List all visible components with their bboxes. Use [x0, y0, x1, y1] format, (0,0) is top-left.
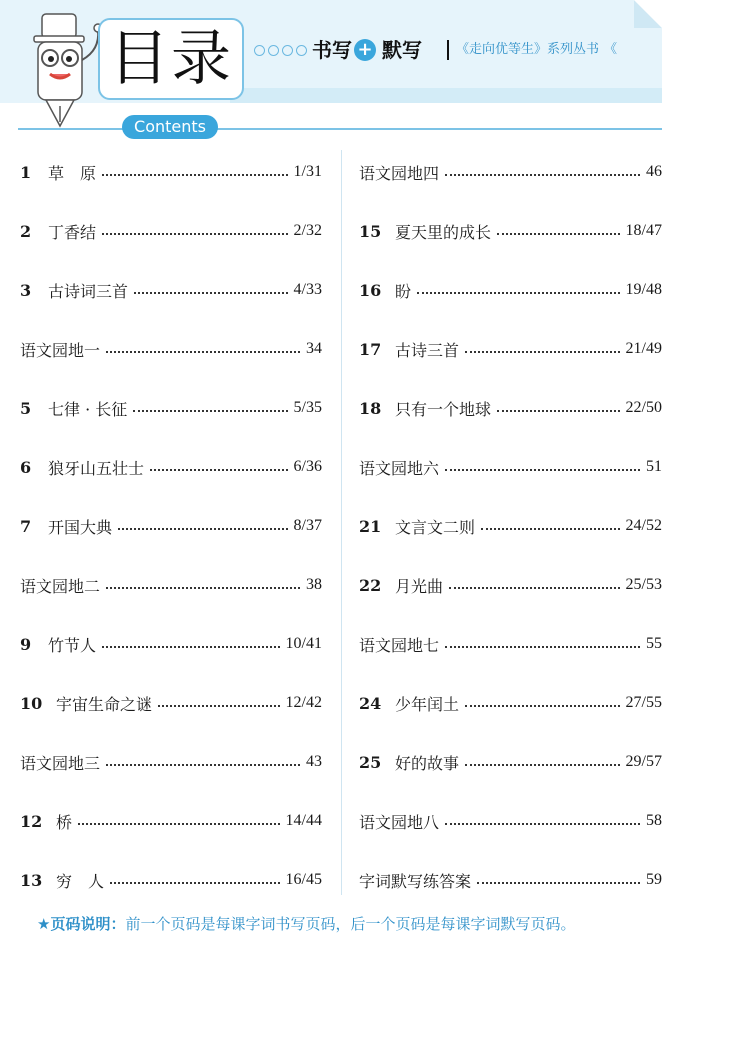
toc-entry-title: 狼牙山五壮士: [48, 458, 145, 478]
toc-entry-page: 29/57: [625, 753, 662, 770]
toc-entry-title: 宇宙生命之谜: [56, 694, 153, 714]
circle-icon: [254, 45, 265, 56]
dot-leader: [133, 410, 287, 412]
toc-entry: [20, 570, 322, 600]
toc-entry-page: 51: [646, 458, 662, 475]
toc-entry-number: 9: [20, 634, 32, 654]
dot-leader: [118, 528, 288, 530]
toc-entry-number: 7: [20, 516, 32, 536]
toc-entry-number: 12: [20, 811, 43, 831]
chevron-text: 《: [604, 42, 618, 57]
dot-leader: [449, 587, 620, 589]
toc-entry-number: 17: [359, 339, 382, 359]
toc-entry: [20, 216, 322, 246]
toc-entry-page: 55: [646, 635, 662, 652]
star-icon: ★: [37, 915, 51, 933]
toc-entry: [359, 747, 662, 777]
toc-entry: [20, 157, 322, 187]
circle-icon: [282, 45, 293, 56]
toc-entry-number: 18: [359, 398, 382, 418]
dot-leader: [445, 469, 640, 471]
toc-entry-number: 10: [20, 693, 43, 713]
toc-entry-number: 24: [359, 693, 382, 713]
toc-entry: [359, 806, 662, 836]
toc-entry-title: 少年闰土: [395, 694, 460, 714]
toc-entry-number: 6: [20, 457, 32, 477]
column-divider: [341, 150, 342, 895]
toc-entry: [20, 334, 322, 364]
toc-entry: [20, 511, 322, 541]
series-left-text: 书写: [312, 38, 352, 62]
note-label: 页码说明：: [50, 915, 126, 933]
toc-entry: [20, 688, 322, 718]
dot-leader: [417, 292, 620, 294]
toc-entry-title: 盼: [395, 281, 412, 301]
toc-entry-title: 月光曲: [395, 576, 444, 596]
toc-entry-page: 38: [306, 576, 322, 593]
page-title: 目录: [109, 24, 233, 94]
toc-entry: [359, 452, 662, 482]
toc-entry-page: 10/41: [285, 635, 322, 652]
toc-entry-title: 语文园地四: [359, 163, 440, 183]
dot-leader: [102, 174, 288, 176]
toc-entry-page: 43: [306, 753, 322, 770]
toc-entry: [20, 275, 322, 305]
circle-icon: [296, 45, 307, 56]
toc-entry-number: 1: [20, 162, 32, 182]
toc-entry-page: 18/47: [625, 222, 662, 239]
toc-entry: [20, 452, 322, 482]
toc-entry-page: 14/44: [285, 812, 322, 829]
note-text: 前一个页码是每课字词书写页码，后一个页码是每课字词默写页码。: [125, 915, 576, 933]
contents-tab: Contents: [122, 115, 218, 139]
dot-leader: [134, 292, 288, 294]
toc-entry-title: 文言文二则: [395, 517, 476, 537]
dot-leader: [102, 233, 288, 235]
toc-entry: [20, 806, 322, 836]
toc-entry-page: 46: [646, 163, 662, 180]
series-right-text: 默写: [382, 38, 422, 62]
plus-icon: +: [354, 39, 376, 61]
dot-leader: [106, 587, 300, 589]
toc-entry-title: 语文园地二: [20, 576, 101, 596]
toc-entry-title: 开国大典: [48, 517, 113, 537]
dot-leader: [497, 233, 620, 235]
toc-entry-number: 15: [359, 221, 382, 241]
page-curl-icon: [634, 0, 662, 28]
toc-entry-page: 2/32: [293, 222, 322, 239]
dot-leader: [445, 823, 640, 825]
toc-entry-title: 好的故事: [395, 753, 460, 773]
toc-entry-page: 27/55: [625, 694, 662, 711]
toc-entry: [20, 747, 322, 777]
toc-entry-page: 5/35: [293, 399, 322, 416]
toc-entry: [359, 393, 662, 423]
toc-entry-title: 字词默写练答案: [359, 871, 472, 891]
toc-entry-number: 16: [359, 280, 382, 300]
toc-entry-title: 语文园地七: [359, 635, 440, 655]
toc-entry-page: 24/52: [625, 517, 662, 534]
toc-entry: [20, 629, 322, 659]
toc-entry-number: 3: [20, 280, 32, 300]
toc-entry: [359, 334, 662, 364]
toc-entry-page: 16/45: [285, 871, 322, 888]
toc-entry-page: 6/36: [293, 458, 322, 475]
dot-leader: [78, 823, 280, 825]
dot-leader: [465, 705, 620, 707]
toc-entry-page: 12/42: [285, 694, 322, 711]
toc-entry: [20, 865, 322, 895]
toc-entry-page: 21/49: [625, 340, 662, 357]
toc-entry-title: 古诗词三首: [48, 281, 129, 301]
toc-entry-page: 4/33: [293, 281, 322, 298]
pen-mascot-icon: [20, 10, 110, 128]
toc-entry: [359, 275, 662, 305]
toc-entry-title: 丁香结: [48, 222, 97, 242]
toc-entry-title: 穷 人: [56, 871, 105, 891]
toc-entry-title: 语文园地三: [20, 753, 101, 773]
dot-leader: [465, 764, 620, 766]
toc-entry-title: 竹节人: [48, 635, 97, 655]
toc-entry: [20, 393, 322, 423]
toc-entry-number: 5: [20, 398, 32, 418]
toc-entry-title: 只有一个地球: [395, 399, 492, 419]
circle-icon: [268, 45, 279, 56]
dot-leader: [102, 646, 280, 648]
toc-entry-number: 13: [20, 870, 43, 890]
header-divider: [447, 40, 449, 60]
toc-entry-title: 夏天里的成长: [395, 222, 492, 242]
dot-leader: [110, 882, 280, 884]
toc-entry: [359, 157, 662, 187]
toc-entry: [359, 511, 662, 541]
toc-entry-page: 1/31: [293, 163, 322, 180]
toc-entry: [359, 216, 662, 246]
toc-entry-title: 七律 · 长征: [48, 399, 128, 419]
double-chevron-icon: [604, 40, 617, 60]
toc-entry-title: 草 原: [48, 163, 97, 183]
toc-entry-page: 8/37: [293, 517, 322, 534]
toc-entry-page: 25/53: [625, 576, 662, 593]
dot-leader: [465, 351, 620, 353]
dot-leader: [106, 351, 300, 353]
toc-entry: [359, 570, 662, 600]
toc-entry-number: 21: [359, 516, 382, 536]
toc-entry-number: 25: [359, 752, 382, 772]
series-note: 《走向优等生》系列丛书: [456, 42, 600, 57]
toc-entry-title: 语文园地一: [20, 340, 101, 360]
toc-entry-number: 22: [359, 575, 382, 595]
toc-entry-page: 19/48: [625, 281, 662, 298]
dot-leader: [150, 469, 288, 471]
toc-entry: [359, 865, 662, 895]
toc-entry-page: 59: [646, 871, 662, 888]
toc-entry-page: 58: [646, 812, 662, 829]
toc-entry: [359, 688, 662, 718]
decorative-circles: [254, 45, 307, 57]
toc-entry-page: 34: [306, 340, 322, 357]
toc-entry-title: 语文园地六: [359, 458, 440, 478]
dot-leader: [445, 646, 640, 648]
page-number-note: [37, 912, 575, 936]
dot-leader: [477, 882, 640, 884]
toc-entry-title: 古诗三首: [395, 340, 460, 360]
header-underline: [18, 128, 662, 130]
toc-entry: [359, 629, 662, 659]
toc-entry-title: 语文园地八: [359, 812, 440, 832]
dot-leader: [106, 764, 300, 766]
toc-entry-number: 2: [20, 221, 32, 241]
dot-leader: [497, 410, 620, 412]
toc-entry-page: 22/50: [625, 399, 662, 416]
toc-entry-title: 桥: [56, 812, 73, 832]
dot-leader: [445, 174, 640, 176]
dot-leader: [158, 705, 280, 707]
header-band-accent: [230, 88, 662, 103]
dot-leader: [481, 528, 620, 530]
